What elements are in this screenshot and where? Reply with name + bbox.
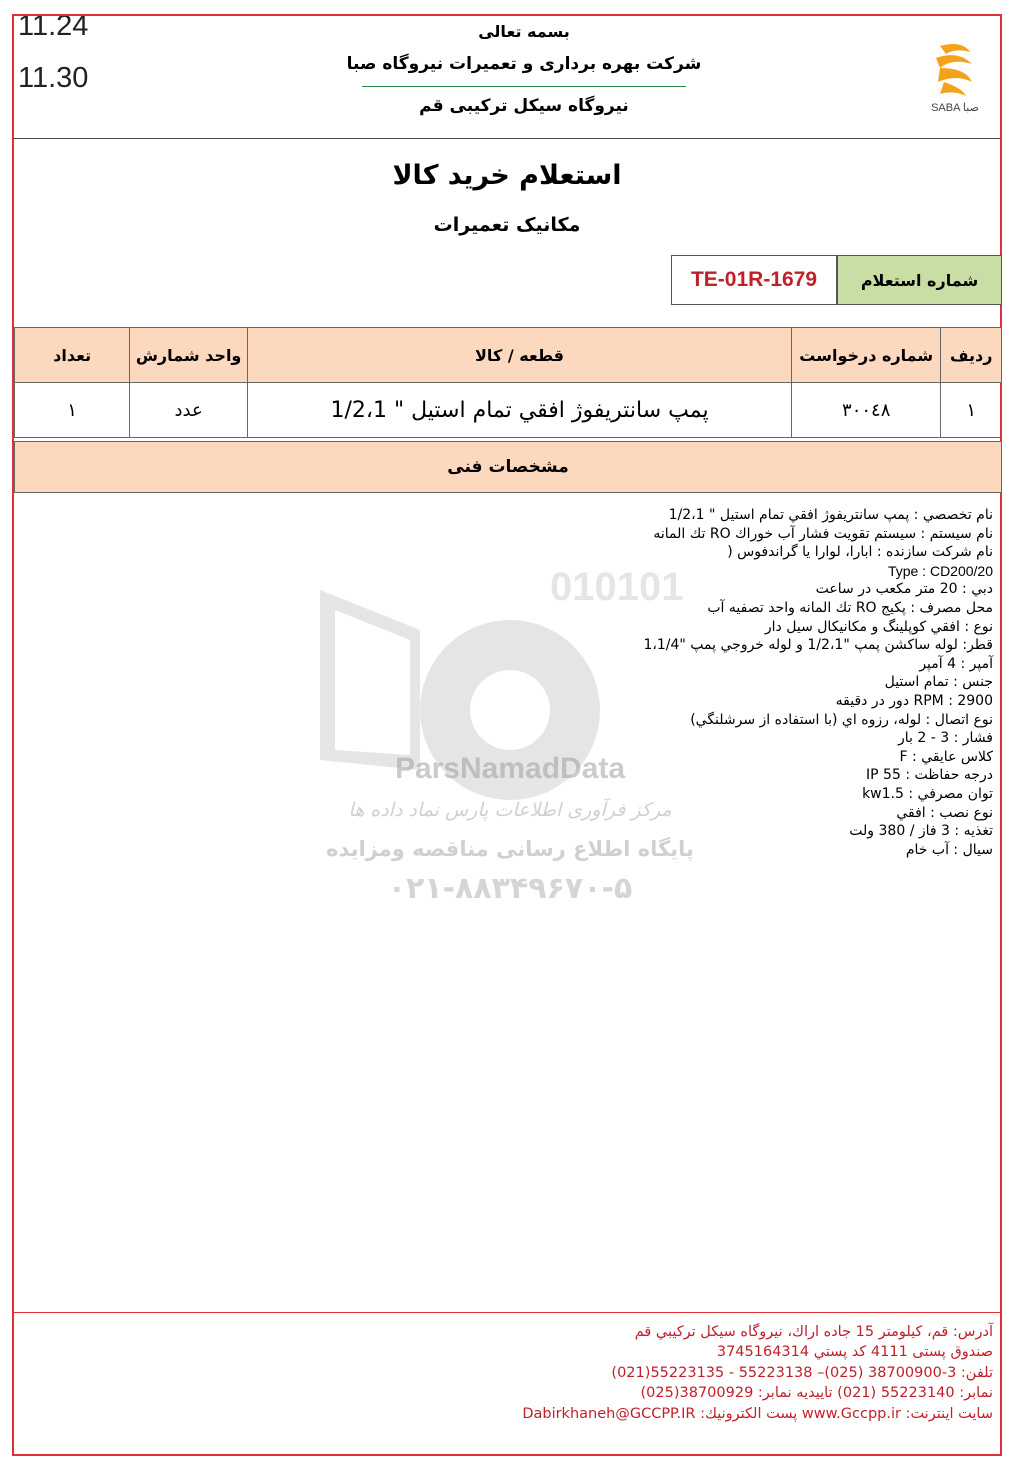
footer-divider <box>14 1312 1000 1313</box>
col-header-qty: تعداد <box>15 328 130 383</box>
inquiry-label: شماره استعلام <box>837 255 1002 305</box>
spec-line: Type : CD200/20 <box>887 562 993 579</box>
col-header-unit: واحد شمارش <box>130 328 248 383</box>
document-title: استعلام خرید کالا <box>392 160 622 191</box>
col-header-item: قطعه / کالا <box>248 328 792 383</box>
footer-address: آدرس: قم، كيلومتر 15 جاده اراك، نيروگاه سيكل تركيبي قم <box>634 1324 993 1340</box>
spec-line: محل مصرف : پكيج RO تك المانه واحد تصفيه آب <box>707 599 993 616</box>
cell-item: پمپ سانتريفوژ افقي تمام استيل " 1/2،1 <box>248 383 792 438</box>
footer-contact <box>293 1322 993 1424</box>
watermark-line-2: پایگاه اطلاع رسانی مناقصه ومزایده <box>326 837 694 861</box>
table-header-row <box>15 328 1002 383</box>
corner-note-top: 11.24 <box>18 10 89 42</box>
spec-line: دبي : 20 متر مكعب در ساعت <box>815 581 993 598</box>
inquiry-number: TE-01R-1679 <box>671 255 837 305</box>
col-header-request-no: شماره درخواست <box>792 328 941 383</box>
spec-line: نام شركت سازنده : ابارا، لوارا يا گراندفوس ( <box>727 544 993 561</box>
cell-row-no: ١ <box>941 383 1002 438</box>
svg-text:010101: 010101 <box>550 565 684 609</box>
spec-line: نوع نصب : افقي <box>896 804 993 821</box>
spec-line: كلاس عايقي : F <box>899 748 993 765</box>
spec-line: سيال : آب خام <box>905 841 993 858</box>
footer-website-email: سايت اينترنت: www.Gccpp.ir پست الكترونيك: Dabirkhaneh@GCCPP.IR <box>522 1405 993 1422</box>
watermark-phone: ۰۲۱-۸۸۳۴۹۶۷۰-۵ <box>387 871 633 906</box>
cell-unit: عدد <box>130 383 248 438</box>
spec-line: آمپر : 4 آمپر <box>919 655 993 672</box>
spec-line: نوع اتصال : لوله، رزوه اي (با استفاده از سرشلنگي) <box>690 711 993 728</box>
spec-line: درجه حفاظت : IP 55 <box>866 767 993 784</box>
footer-postal: صندوق پستی 4111 كد پستي 3745164314 <box>716 1344 993 1361</box>
spec-line: نام سيستم : سيستم تقويت فشار آب خوراك RO تك المانه <box>653 525 993 542</box>
header-line-1: بسمه تعالی <box>478 22 570 41</box>
logo-text: SABA صبا <box>931 102 979 114</box>
spec-line: توان مصرفي : kw1.5 <box>862 785 993 802</box>
items-table <box>14 327 1002 438</box>
footer-phone: تلفن: 3-38700900 (025)– 55223138 - 55223135(021) <box>611 1364 993 1381</box>
spec-line: جنس : تمام استيل <box>884 674 993 691</box>
header-line-2: شرکت بهره برداری و تعمیرات نیروگاه صبا <box>346 54 702 74</box>
specs-list <box>293 506 993 859</box>
footer-fax: نمابر: 55223140 (021) تاييديه نمابر: 38700929(025) <box>640 1385 993 1402</box>
saba-logo <box>910 38 1000 118</box>
spec-line: تغذيه : 3 فاز / 380 ولت <box>849 823 993 840</box>
spec-line: نوع : افقي كوپلينگ و مكانيكال سيل دار <box>764 618 993 635</box>
spec-line: نام تخصصي : پمپ سانتريفوژ افقي تمام استيل " 1/2،1 <box>668 507 993 523</box>
document-subtitle: مکانیک تعمیرات <box>433 214 581 236</box>
spec-line: قطر: لوله ساكشن پمپ "1/2،1 و لوله خروجي پمپ "1،1/4 <box>643 637 993 654</box>
spec-line: RPM : 2900 دور در دقيقه <box>835 692 993 709</box>
specs-title: مشخصات فنی <box>14 441 1002 493</box>
watermark-line-1: مرکز فرآوری اطلاعات پارس نماد داده ها <box>348 799 672 821</box>
header-divider <box>362 86 686 87</box>
corner-note-bottom: 11.30 <box>18 62 89 94</box>
header-line-3: نیروگاه سیکل ترکیبی قم <box>419 96 629 116</box>
spec-line: فشار : 3 - 2 بار <box>898 730 993 747</box>
table-row <box>15 383 1002 438</box>
cell-request-no: ٣٠٠٤٨ <box>792 383 941 438</box>
cell-qty: ١ <box>15 383 130 438</box>
watermark-brand: ParsNamadData <box>394 752 626 785</box>
col-header-row-no: ردیف <box>941 328 1002 383</box>
letterhead <box>14 16 1000 139</box>
